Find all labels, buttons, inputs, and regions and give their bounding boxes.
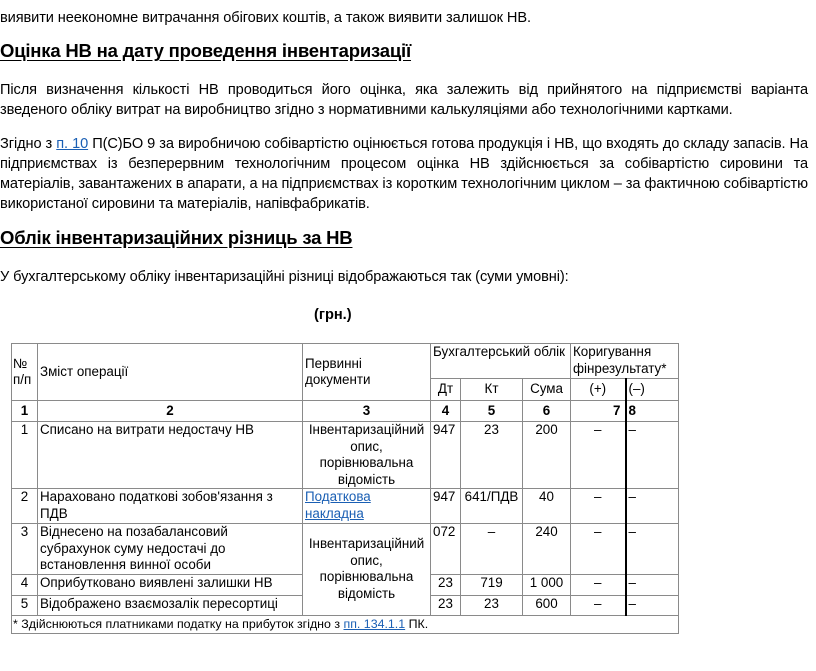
row-num: 5 bbox=[12, 595, 38, 615]
intro-tail-paragraph: виявити неекономне витрачання обігових коштів, а також виявити залишок НВ. bbox=[0, 10, 531, 26]
footnote-link-134-1-1[interactable]: пп. 134.1.1 bbox=[343, 616, 406, 631]
row-sum: 200 bbox=[523, 422, 571, 489]
row-sum: 40 bbox=[523, 489, 571, 524]
row-kt: 23 bbox=[461, 422, 523, 489]
table-row bbox=[12, 422, 679, 489]
row-content: Відображено взаємозалік пересортиці bbox=[38, 595, 303, 615]
header-row-main bbox=[12, 344, 679, 379]
header-adjustment: Коригування фінрезультату* bbox=[571, 344, 679, 379]
row-dt: 23 bbox=[431, 574, 461, 595]
footnote bbox=[12, 615, 679, 633]
row-kt: 641/ПДВ bbox=[461, 489, 523, 524]
table-row bbox=[12, 489, 679, 524]
colnum-3: 3 bbox=[303, 401, 431, 422]
row-content: Оприбутковано виявлені залишки НВ bbox=[38, 574, 303, 595]
table-row bbox=[12, 524, 679, 575]
colnum-7: 7 bbox=[571, 401, 626, 422]
row-document-merged: Інвентаризаційний опис, порівнювальна відомість bbox=[303, 524, 431, 616]
standard-text-after: П(С)БО 9 за виробничою собівартістю оцінюється готова продукція і НВ, що входять до складу запасів. На підприємствах із безперервним технологічним процесом оцінка НВ здійснюється за собівартістю сировини та матеріалів, завантажених в апарати, а на підприємствах із коротким технологічним циклом – за фактичною собівартістю використаної сировини та матеріалів, напівфабрикатів. bbox=[0, 136, 808, 212]
row-minus: – bbox=[626, 574, 679, 595]
row-content: Списано на витрати недостачу НВ bbox=[38, 422, 303, 489]
standard-paragraph bbox=[0, 134, 808, 214]
valuation-paragraph: Після визначення кількості НВ проводиться його оцінка, яка залежить від прийнятого на підприємстві варіанта зведеного обліку витрат на виробництво згідно з нормативними калькуляціями або технологічними картками. bbox=[0, 82, 808, 118]
colnum-4: 4 bbox=[431, 401, 461, 422]
row-num: 4 bbox=[12, 574, 38, 595]
row-num: 2 bbox=[12, 489, 38, 524]
header-kt: Кт bbox=[461, 379, 523, 401]
standard-link-p10[interactable]: п. 10 bbox=[56, 136, 89, 152]
header-accounting: Бухгалтерський облік bbox=[431, 344, 571, 379]
row-plus: – bbox=[571, 489, 626, 524]
header-content: Зміст операції bbox=[38, 344, 303, 401]
header-minus: (–) bbox=[626, 379, 679, 401]
row-plus: – bbox=[571, 595, 626, 615]
accounting-paragraph: У бухгалтерському обліку інвентаризаційні різниці відображаються так (суми умовні): bbox=[0, 269, 569, 285]
row-content: Віднесено на позабалансовий субрахунок суму недостачі до встановлення винної особи bbox=[38, 524, 303, 575]
colnum-6: 6 bbox=[523, 401, 571, 422]
unit-label: (грн.) bbox=[314, 307, 352, 323]
row-minus: – bbox=[626, 489, 679, 524]
footnote-row bbox=[12, 615, 679, 633]
tax-invoice-link[interactable]: Податкова накладна bbox=[305, 489, 371, 521]
row-document bbox=[303, 489, 431, 524]
colnum-2: 2 bbox=[38, 401, 303, 422]
footnote-text-before: * Здійснюються платниками податку на прибуток згідно з bbox=[13, 616, 344, 631]
row-num: 1 bbox=[12, 422, 38, 489]
row-plus: – bbox=[571, 422, 626, 489]
footnote-text-after: ПК. bbox=[405, 616, 429, 631]
row-document: Інвентаризаційний опис, порівнювальна відомість bbox=[303, 422, 431, 489]
row-kt: 719 bbox=[461, 574, 523, 595]
heading-valuation: Оцінка НВ на дату проведення інвентаризації bbox=[0, 40, 412, 61]
colnum-8: 8 bbox=[626, 401, 679, 422]
row-content: Нараховано податкові зобов'язання з ПДВ bbox=[38, 489, 303, 524]
row-minus: – bbox=[626, 595, 679, 615]
row-dt: 947 bbox=[431, 422, 461, 489]
row-kt: – bbox=[461, 524, 523, 575]
row-plus: – bbox=[571, 524, 626, 575]
header-num: № п/п bbox=[12, 344, 38, 401]
header-sum: Сума bbox=[523, 379, 571, 401]
header-plus: (+) bbox=[571, 379, 626, 401]
colnum-5: 5 bbox=[461, 401, 523, 422]
standard-text-before: Згідно з bbox=[0, 136, 57, 152]
heading-differences: Облік інвентаризаційних різниць за НВ bbox=[0, 227, 353, 248]
column-number-row bbox=[12, 401, 679, 422]
header-dt: Дт bbox=[431, 379, 461, 401]
colnum-1: 1 bbox=[12, 401, 38, 422]
row-sum: 600 bbox=[523, 595, 571, 615]
row-dt: 947 bbox=[431, 489, 461, 524]
inventory-differences-table bbox=[11, 343, 679, 634]
row-plus: – bbox=[571, 574, 626, 595]
row-num: 3 bbox=[12, 524, 38, 575]
row-sum: 1 000 bbox=[523, 574, 571, 595]
row-dt: 23 bbox=[431, 595, 461, 615]
row-dt: 072 bbox=[431, 524, 461, 575]
header-documents: Первинні документи bbox=[303, 344, 431, 401]
row-kt: 23 bbox=[461, 595, 523, 615]
row-sum: 240 bbox=[523, 524, 571, 575]
row-minus: – bbox=[626, 524, 679, 575]
row-minus: – bbox=[626, 422, 679, 489]
